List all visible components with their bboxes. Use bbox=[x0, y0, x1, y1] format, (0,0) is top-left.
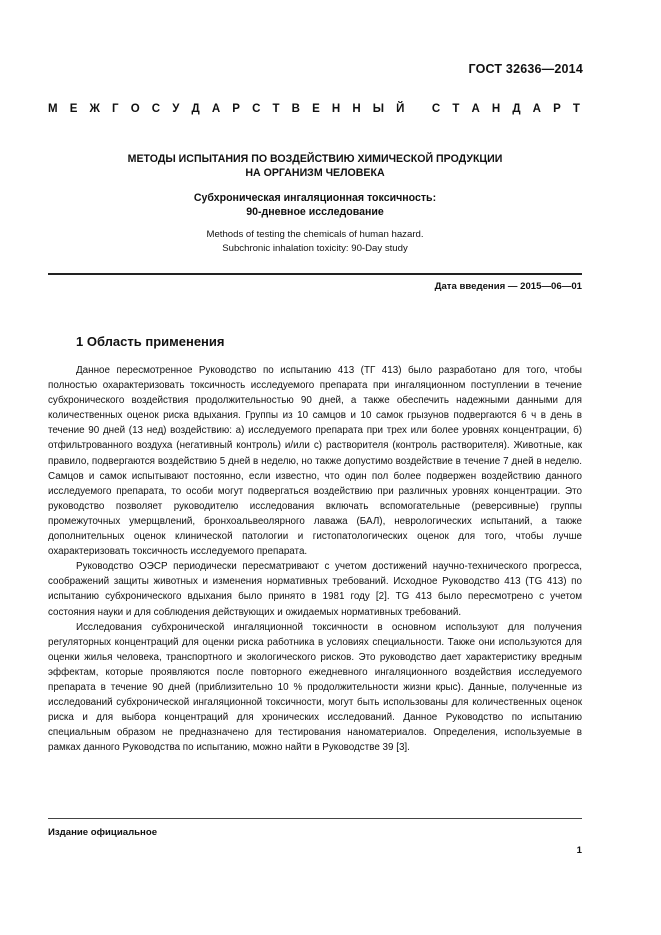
standard-type-letter: Ы bbox=[372, 103, 385, 115]
standard-number: ГОСТ 32636—2014 bbox=[468, 62, 583, 76]
standard-type-letter: У bbox=[172, 103, 180, 115]
standard-type-letter: А bbox=[211, 103, 221, 115]
page-number: 1 bbox=[576, 845, 582, 856]
standard-type-letter: Н bbox=[331, 103, 341, 115]
standard-type-letter: Д bbox=[512, 103, 521, 115]
standard-type-letter: М bbox=[48, 103, 58, 115]
standard-type-letter: Н bbox=[352, 103, 361, 115]
standard-type-letter: Т bbox=[272, 103, 280, 115]
standard-type-letter: Т bbox=[572, 103, 580, 115]
standard-type-letter: Д bbox=[191, 103, 200, 115]
title-block bbox=[70, 152, 560, 256]
standard-type-letter: А bbox=[471, 103, 480, 115]
subtitle-line-2: 90-дневное исследование bbox=[246, 206, 384, 218]
document-title bbox=[70, 152, 560, 180]
standard-type-letter bbox=[417, 103, 420, 115]
standard-type-letter: Т bbox=[452, 103, 460, 115]
standard-type-letter: Е bbox=[69, 103, 78, 115]
standard-type-letter: Р bbox=[232, 103, 240, 115]
introduction-date: Дата введения — 2015—06—01 bbox=[434, 281, 582, 292]
paragraph-3: Исследования субхронической ингаляционной токсичности в основном используют для получения регуляторных концентраций для оценки риска работника в условиях специальности. Также они используются для оценки жилья человека, транспортного и экологического рисков. Это руководство дает характеристику вредным эффектам, которые проявляются после повторного ежедневного ингаляционного воздействия исследуемого препарата в течение 90 дней (приблизительно 10 % продолжительности жизни крыс). Данные, полученные из исследований субхронической ингаляционной токсичности, могут быть использованы для количественных оценок риска и для выбора концентраций для хронических исследований. Данное Руководство по испытанию специальным образом не предназначено для тестирования наноматериалов. Определения, используемые в рамках данного Руководства по испытанию, можно найти в Руководстве 39 [3]. bbox=[48, 621, 582, 754]
standard-type-letter: А bbox=[532, 103, 541, 115]
standard-type-letter: С bbox=[151, 103, 161, 115]
standard-type-letter: Н bbox=[491, 103, 501, 115]
standard-type-heading bbox=[48, 103, 580, 115]
standard-type-letter: С bbox=[431, 103, 441, 115]
standard-type-letter: В bbox=[291, 103, 300, 115]
standard-type-letter: Г bbox=[112, 103, 119, 115]
english-title bbox=[70, 228, 560, 256]
edition-label: Издание официальное bbox=[48, 827, 158, 838]
header-divider bbox=[48, 273, 582, 275]
title-line-1: МЕТОДЫ ИСПЫТАНИЯ ПО ВОЗДЕЙСТВИЮ ХИМИЧЕСКОЙ ПРОДУКЦИИ bbox=[127, 153, 503, 165]
standard-type-letter: О bbox=[130, 103, 140, 115]
standard-type-letter: С bbox=[252, 103, 261, 115]
title-line-2: НА ОРГАНИЗМ ЧЕЛОВЕКА bbox=[245, 167, 385, 179]
standard-type-letter: Й bbox=[396, 103, 405, 115]
paragraph-1: Данное пересмотренное Руководство по испытанию 413 (ТГ 413) было разработано для того, чтобы полностью охарактеризовать токсичность исследуемого препарата при ингаляционном поступлении в течение субхронического воздействия продолжительностью 90 дней, а также обеспечить надежными данными для количественных оценок риска вдыхания. Группы из 10 самцов и 10 самок грызунов подвергаются 6 ч в день в течение 90 дней (13 нед) воздействию: а) исследуемого препарата при трех или более уровнях концентрации, б) отфильтрованного воздуха (негативный контроль) и/или с) растворителя (контроль растворителя). Животные, как правило, подвергаются воздействию 5 дней в неделю, но также допустимо воздействие в течение 7 дней в неделю. Самцов и самок испытывают постоянно, если известно, что один пол более подвержен воздействию данного исследуемого препарата, то особи могут подвергаться воздействию при различных уровнях концентрации. Это руководство позволяет руководителю исследования включать вспомогательные (реверсивные) группы промежуточных умерщвлений, бронхоальвеолярного лаважа (БАЛ), неврологических испытаний, а также дополнительных оценок клинической патологии и гистопатологических оценок для того, чтобы лучше охарактеризовать токсичность исследуемого препарата. bbox=[48, 365, 582, 558]
section-heading: 1 Область применения bbox=[76, 334, 225, 349]
standard-type-letter: Е bbox=[312, 103, 320, 115]
standard-type-letter: Ж bbox=[89, 103, 100, 115]
document-subtitle bbox=[70, 191, 560, 219]
section-body bbox=[48, 363, 582, 755]
paragraph-2: Руководство ОЭСР периодически пересматривают с учетом достижений научно-технического прогресса, соображений защиты животных и изменения нормативных требований. Исходное Руководство 413 (TG 413) по испытанию субхронического вдыхания было принято в 1981 году [2]. TG 413 было пересмотрено с учетом состояния науки и для соблюдения действующих и ожидаемых нормативных требований. bbox=[48, 561, 582, 618]
english-title-line-1: Methods of testing the chemicals of human hazard. bbox=[206, 229, 424, 240]
standard-type-letter: Р bbox=[553, 103, 561, 115]
subtitle-line-1: Субхроническая ингаляционная токсичность: bbox=[193, 192, 437, 204]
footer-divider bbox=[48, 818, 582, 819]
english-title-line-2: Subchronic inhalation toxicity: 90-Day study bbox=[222, 243, 408, 254]
